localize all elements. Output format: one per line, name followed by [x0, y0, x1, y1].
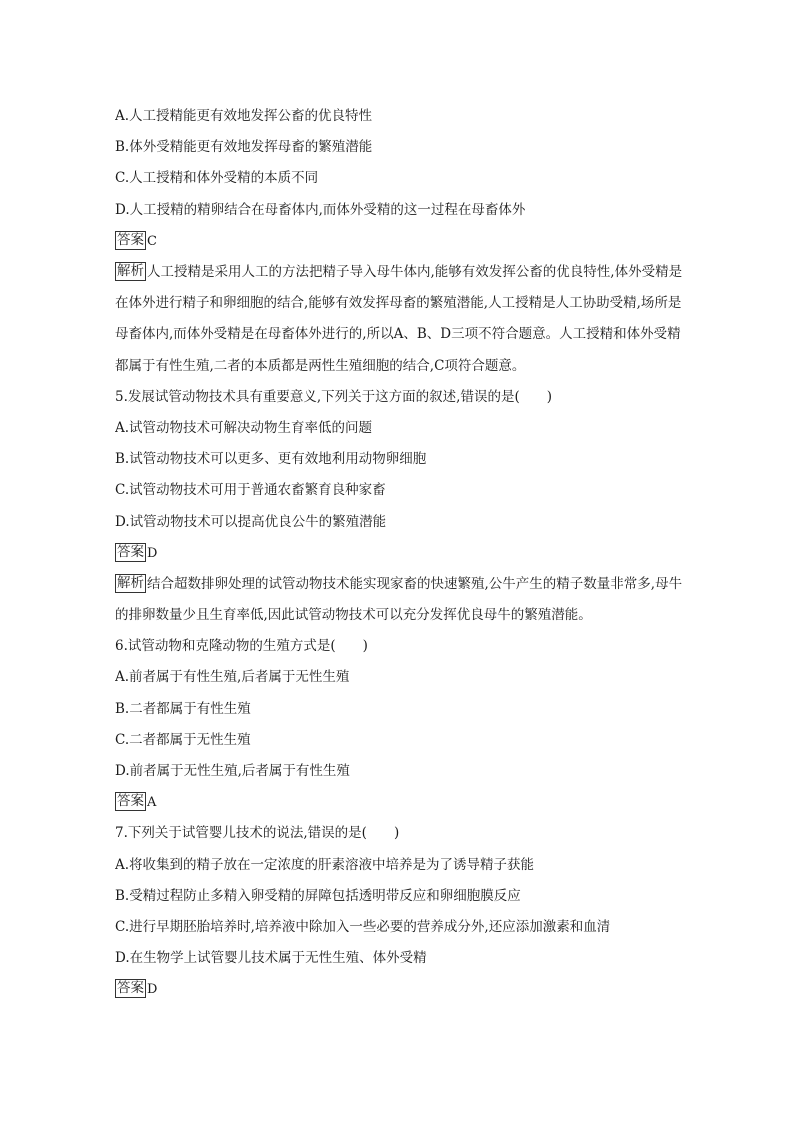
analysis-text: 结合超数排卵处理的试管动物技术能实现家畜的快速繁殖,公牛产生的精子数量非常多,母牛的排卵数量少且生育率低,因此试管动物技术可以充分发挥优良母牛的繁殖潜能。 [115, 575, 683, 624]
q7-option-d: D.在生物学上试管婴儿技术属于无性生殖、体外受精 [115, 950, 427, 967]
answer-tag: 答案 [117, 231, 144, 248]
answer-tag: 答案 [117, 980, 144, 997]
q4-option-d: D.人工授精的精卵结合在母畜体内,而体外受精的这一过程在母畜体外 [115, 201, 526, 218]
q4-option-b: B.体外受精能更有效地发挥母畜的繁殖潜能 [115, 139, 373, 156]
analysis-text: 人工授精是采用人工的方法把精子导入母牛体内,能够有效发挥公畜的优良特性,体外受精是在体外进行精子和卵细胞的结合,能够有效发挥母畜的繁殖潜能,人工授精是人工协助受精,场所是母畜体内,而体外受精是在母畜体外进行的,所以A、B、D三项不符合题意。人工授精和体外受精都属于有性生殖,二者的本质都是两性生殖细胞的结合,C项符合题意。 [115, 263, 683, 374]
q4-analysis [115, 257, 685, 382]
answer-value: D [147, 545, 158, 561]
q6-option-a: A.前者属于有性生殖,后者属于无性生殖 [115, 669, 350, 686]
answer-value: D [147, 982, 158, 998]
q4-option-a: A.人工授精能更有效地发挥公畜的优良特性 [115, 108, 373, 124]
q6-option-d: D.前者属于无性生殖,后者属于有性生殖 [115, 763, 350, 780]
q5-answer [115, 538, 685, 569]
q5-option-c: C.试管动物技术可用于普通农畜繁育良种家畜 [115, 482, 386, 499]
q6-answer [115, 787, 685, 818]
q4-answer [115, 226, 685, 257]
answer-value: C [147, 233, 157, 249]
q5-stem: 5.发展试管动物技术具有重要意义,下列关于这方面的叙述,错误的是( ) [115, 388, 552, 405]
q6-option-c: C.二者都属于无性生殖 [115, 731, 251, 748]
q5-option-b: B.试管动物技术可以更多、更有效地利用动物卵细胞 [115, 451, 427, 468]
q6-option-b: B.二者都属于有性生殖 [115, 700, 251, 717]
analysis-tag: 解析 [117, 262, 144, 279]
q7-stem: 7.下列关于试管婴儿技术的说法,错误的是( ) [115, 825, 400, 842]
answer-tag: 答案 [117, 793, 144, 810]
q7-option-a: A.将收集到的精子放在一定浓度的肝素溶液中培养是为了诱导精子获能 [115, 856, 535, 873]
q6-stem: 6.试管动物和克隆动物的生殖方式是( ) [115, 638, 368, 655]
analysis-tag: 解析 [117, 574, 144, 591]
q7-option-b: B.受精过程防止多精入卵受精的屏障包括透明带反应和卵细胞膜反应 [115, 887, 521, 904]
q5-analysis [115, 569, 685, 631]
answer-value: A [147, 795, 157, 811]
q5-option-d: D.试管动物技术可以提高优良公牛的繁殖潜能 [115, 513, 387, 530]
q7-answer [115, 974, 685, 1005]
answer-tag: 答案 [117, 543, 144, 560]
q7-option-c: C.进行早期胚胎培养时,培养液中除加入一些必要的营养成分外,还应添加激素和血清 [115, 918, 611, 935]
q4-option-c: C.人工授精和体外受精的本质不同 [115, 170, 319, 187]
document-content [115, 101, 685, 1006]
q5-option-a: A.试管动物技术可解决动物生育率低的问题 [115, 419, 373, 436]
